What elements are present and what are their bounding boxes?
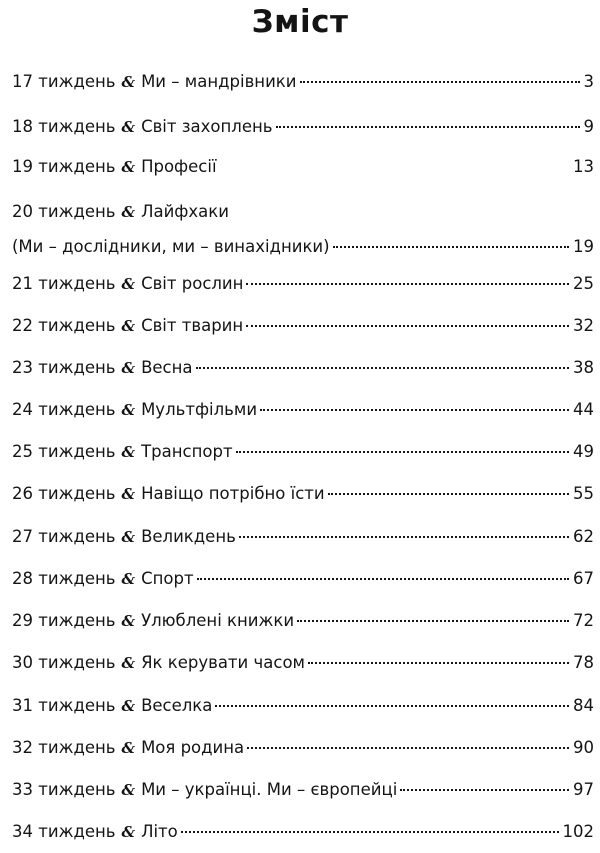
dot-leader	[300, 81, 580, 83]
toc-entry	[12, 116, 594, 138]
ampersand-ornament-icon: &	[121, 781, 136, 799]
dot-leader	[236, 451, 569, 453]
ampersand-ornament-icon: &	[121, 73, 136, 91]
week-label: 17 тиждень	[12, 72, 116, 91]
topic-title: Світ тварин	[141, 316, 244, 335]
page-number: 19	[573, 237, 594, 256]
week-label: 22 тиждень	[12, 316, 116, 335]
ampersand-ornament-icon: &	[121, 401, 136, 419]
ampersand-ornament-icon: &	[121, 317, 136, 335]
toc-entry	[12, 737, 594, 759]
toc-entry	[12, 568, 594, 590]
ampersand-ornament-icon: &	[121, 275, 136, 293]
week-label: 28 тиждень	[12, 569, 116, 588]
week-label: 18 тиждень	[12, 117, 116, 136]
dot-leader	[220, 166, 569, 168]
dot-leader	[181, 831, 559, 833]
topic-title: Весна	[141, 358, 193, 377]
dot-leader	[246, 283, 569, 285]
ampersand-ornament-icon: &	[121, 485, 136, 503]
dot-leader	[297, 620, 569, 622]
dot-leader	[196, 367, 569, 369]
week-label: 33 тиждень	[12, 780, 116, 799]
ampersand-ornament-icon: &	[121, 443, 136, 461]
toc-entry	[12, 315, 594, 337]
toc-entry	[12, 71, 594, 93]
topic-title: Навіщо потрібно їсти	[141, 484, 325, 503]
toc-entry	[12, 610, 594, 632]
ampersand-ornament-icon: &	[121, 823, 136, 841]
page-number: 38	[573, 358, 594, 377]
page-number: 32	[573, 316, 594, 335]
week-label: 23 тиждень	[12, 358, 116, 377]
dot-leader	[400, 789, 569, 791]
toc-entry	[12, 273, 594, 295]
topic-title: Ми – мандрівники	[141, 72, 297, 91]
topic-title: Світ захоплень	[141, 117, 273, 136]
page-number: 97	[573, 780, 594, 799]
toc-entry	[12, 526, 594, 548]
dot-leader	[246, 325, 569, 327]
topic-title: Улюблені книжки	[141, 611, 295, 630]
toc-entry	[12, 399, 594, 421]
page-number: 25	[573, 274, 594, 293]
ampersand-ornament-icon: &	[121, 359, 136, 377]
topic-subtitle: (Ми – дослідники, ми – винахідники)	[12, 237, 330, 256]
topic-title: Великдень	[141, 527, 236, 546]
week-label: 25 тиждень	[12, 442, 116, 461]
toc-entry	[12, 652, 594, 674]
ampersand-ornament-icon: &	[121, 612, 136, 630]
page-number: 72	[573, 611, 594, 630]
page-number: 102	[562, 822, 594, 841]
dot-leader	[328, 493, 569, 495]
toc-entry	[12, 201, 594, 258]
toc-entry	[12, 441, 594, 463]
toc-entry	[12, 483, 594, 505]
week-label: 19 тиждень	[12, 157, 116, 176]
week-label: 21 тиждень	[12, 274, 116, 293]
page-number: 67	[573, 569, 594, 588]
page-number: 13	[573, 157, 594, 176]
ampersand-ornament-icon: &	[121, 697, 136, 715]
page-number: 3	[583, 72, 594, 91]
topic-title: Мультфільми	[141, 400, 258, 419]
ampersand-ornament-icon: &	[121, 203, 136, 221]
week-label: 30 тиждень	[12, 653, 116, 672]
week-label: 32 тиждень	[12, 738, 116, 757]
topic-title: Лайфхаки	[141, 202, 229, 221]
toc-entry	[12, 156, 594, 178]
week-label: 31 тиждень	[12, 696, 116, 715]
ampersand-ornament-icon: &	[121, 118, 136, 136]
ampersand-ornament-icon: &	[121, 158, 136, 176]
toc-entry	[12, 695, 594, 717]
toc-entry	[12, 779, 594, 801]
week-label: 26 тиждень	[12, 484, 116, 503]
topic-title: Професії	[141, 157, 217, 176]
topic-title: Моя родина	[141, 738, 245, 757]
week-label: 24 тиждень	[12, 400, 116, 419]
page-number: 9	[583, 117, 594, 136]
dot-leader	[197, 578, 569, 580]
ampersand-ornament-icon: &	[121, 570, 136, 588]
topic-title: Транспорт	[141, 442, 233, 461]
week-label: 27 тиждень	[12, 527, 116, 546]
week-label: 20 тиждень	[12, 202, 116, 221]
topic-title: Ми – українці. Ми – європейці	[141, 780, 398, 799]
dot-leader	[239, 536, 569, 538]
page-number: 84	[573, 696, 594, 715]
page-title: Зміст	[251, 4, 349, 40]
ampersand-ornament-icon: &	[121, 739, 136, 757]
dot-leader	[247, 747, 569, 749]
topic-title: Світ рослин	[141, 274, 244, 293]
dot-leader	[308, 662, 569, 664]
toc-entry	[12, 357, 594, 379]
dot-leader	[260, 409, 569, 411]
topic-title: Веселка	[141, 696, 213, 715]
week-label: 34 тиждень	[12, 822, 116, 841]
page-number: 44	[573, 400, 594, 419]
topic-title: Літо	[141, 822, 178, 841]
page-number: 90	[573, 738, 594, 757]
dot-leader	[333, 246, 569, 248]
page-number: 62	[573, 527, 594, 546]
week-label: 29 тиждень	[12, 611, 116, 630]
toc-entry	[12, 821, 594, 843]
topic-title: Спорт	[141, 569, 194, 588]
page-number: 49	[573, 442, 594, 461]
page-number: 78	[573, 653, 594, 672]
dot-leader	[215, 705, 569, 707]
ampersand-ornament-icon: &	[121, 654, 136, 672]
ampersand-ornament-icon: &	[121, 528, 136, 546]
dot-leader	[276, 126, 580, 128]
topic-title: Як керувати часом	[141, 653, 305, 672]
page-number: 55	[573, 484, 594, 503]
